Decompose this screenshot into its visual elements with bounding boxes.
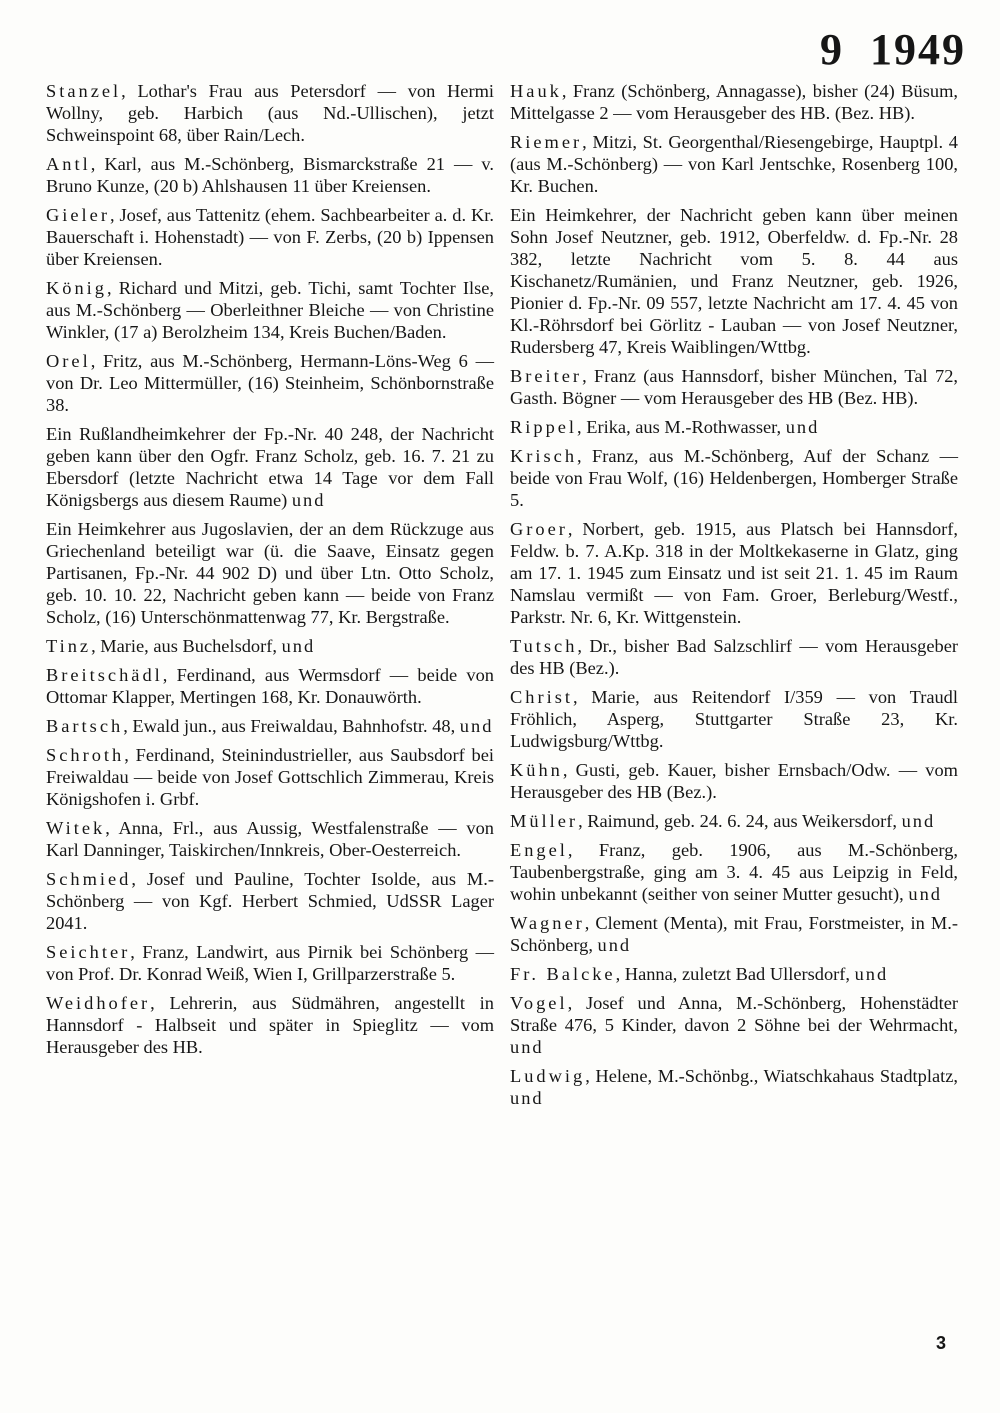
entry-conjunction: und [597,935,632,955]
list-item [510,1065,958,1109]
list-item [46,941,494,985]
entry-name: Hauk [510,81,562,101]
entry-name: Müller [510,811,579,831]
entry-name: Riemer [510,132,583,152]
entry-text: , Clement (Menta), mit Frau, Forstmeister, in M.-Schönberg, [510,913,958,955]
entry-text: , Franz (aus Hannsdorf, bisher München, Tal 72, Gasth. Bögner — vom Herausgeber des HB (Bez. HB). [510,366,958,408]
entry-text: , Richard und Mitzi, geb. Tichi, samt Tochter Ilse, aus M.-Schönberg — Oberleithner Bleiche — von Christine Winkler, (17 a) Berolzheim 134, Kreis Buchen/Baden. [46,278,494,342]
entry-name: Gieler [46,205,110,225]
entry-text: Ein Rußlandheimkehrer der Fp.-Nr. 40 248, der Nachricht geben kann über den Ogfr. Franz Scholz, geb. 16. 7. 21 zu Ebersdorf (letzte Nachricht etwa 14 Tage vor dem Fall Königsbergs aus diesem Raume) [46,424,494,510]
entry-text: Ein Heimkehrer, der Nachricht geben kann über meinen Sohn Josef Neutzner, geb. 1912, Oberfeldw. d. Fp.-Nr. 28 382, letzte Nachricht vom 5. 8. 44 aus Kischanetz/Rumänien, und Franz Neutzner, geb. 1926, Pionier d. Fp.-Nr. 09 557, letzte Nachricht am 17. 4. 45 von Kl.-Röhrsdorf bei Görlitz - Lauban — von Josef Neutzner, Rudersberg 47, Kreis Waiblingen/Wttbg. [510,205,958,357]
entry-name: Christ [510,687,573,707]
entry-name: Witek [46,818,106,838]
entry-text: , Helene, M.-Schönbg., Wiatschkahaus Stadtplatz, [585,1066,958,1086]
list-item [46,350,494,416]
list-item [46,715,494,737]
list-item [46,992,494,1058]
entry-conjunction: und [510,1088,544,1108]
entry-conjunction: und [281,636,316,656]
entry-text: , Marie, aus Reitendorf I/359 — von Traudl Fröhlich, Asperg, Stuttgarter Straße 23, Kr. Ludwigsburg/Wttbg. [510,687,958,751]
entry-name: Rippel [510,417,578,437]
list-item [46,817,494,861]
entry-name: Orel [46,351,91,371]
list-item [46,80,494,146]
entry-text: , Erika, aus M.-Rothwasser, [577,417,786,437]
issue-number: 9 [820,25,844,74]
list-item [510,416,958,438]
entry-name: Bartsch [46,716,124,736]
entry-text: , Dr., bisher Bad Salzschlirf — vom Herausgeber des HB (Bez.). [510,636,958,678]
entry-text: Ein Heimkehrer aus Jugoslavien, der an dem Rückzuge aus Griechenland beteiligt war (ü. die Saave, Einsatz gegen Partisanen, Fp.-Nr. 44 902 D) und über Ltn. Otto Scholz, geb. 10. 10. 22, Nachricht geben kann — beide von Franz Scholz, (16) Unterschönmattenwag 77, Kr. Bergstraße. [46,519,494,627]
entry-text: , Franz (Schönberg, Annagasse), bisher (24) Büsum, Mittelgasse 2 — vom Herausgeber des HB. (Bez. HB). [510,81,958,123]
entry-text: , Franz, aus M.-Schönberg, Auf der Schanz — beide von Frau Wolf, (16) Heldenbergen, Homberger Straße 5. [510,446,958,510]
entry-conjunction: und [908,884,942,904]
list-item [46,153,494,197]
entry-name: Schroth [46,745,125,765]
list-item [46,423,494,511]
entry-text: , Ewald jun., aus Freiwaldau, Bahnhofstr. 48, [123,716,460,736]
entry-text: , Lothar's Frau aus Petersdorf — von Hermi Wollny, geb. Harbich (aus Nd.-Ullischen), jetzt Schweinspoint 68, über Rain/Lech. [46,81,494,145]
entry-text: , Ferdinand, Steinindustrieller, aus Saubsdorf bei Freiwaldau — beide von Josef Gottschlich Zimmerau, Kreis Königshofen i. Grbf. [46,745,494,809]
entry-name: Breitschädl [46,665,163,685]
list-item [510,204,958,358]
list-item [510,963,958,985]
entry-text: , Gusti, geb. Kauer, bisher Ernsbach/Odw. — vom Herausgeber des HB (Bez.). [510,760,958,802]
entry-text: , Franz, geb. 1906, aus M.-Schönberg, Taubenbergstraße, ging am 3. 4. 45 aus Leipzig in Feld, wohin unbekannt (seither von seiner Mutter gesucht), [510,840,958,904]
list-item [46,277,494,343]
entry-name: Fr. Balcke [510,964,616,984]
entry-name: Wagner [510,913,585,933]
entry-name: Engel [510,840,568,860]
list-item [510,839,958,905]
entry-conjunction: und [854,964,889,984]
list-item [46,744,494,810]
entry-text: , Karl, aus M.-Schönberg, Bismarckstraße 21 — v. Bruno Kunze, (20 b) Ahlshausen 11 über Kreiensen. [46,154,494,196]
list-item [510,635,958,679]
list-item [510,80,958,124]
entry-name: Stanzel [46,81,122,101]
entry-name: Tinz [46,636,92,656]
list-item [46,518,494,628]
entry-name: Weidhofer [46,993,151,1013]
list-item [46,635,494,657]
entry-text: , Josef und Anna, M.-Schönberg, Hohenstädter Straße 476, 5 Kinder, davon 2 Söhne bei der Wehrmacht, [510,993,958,1035]
entry-text: , Lehrerin, aus Südmähren, angestellt in Hannsdorf - Halbseit und später in Spieglitz — vom Herausgeber des HB. [46,993,494,1057]
list-item [510,810,958,832]
entry-name: Antl [46,154,91,174]
list-item [510,686,958,752]
entry-name: Seichter [46,942,131,962]
entry-conjunction: und [291,490,326,510]
entry-conjunction: und [510,1037,544,1057]
list-item [510,992,958,1058]
entry-text: , Hanna, zuletzt Bad Ullersdorf, [615,964,855,984]
left-column [46,80,494,1065]
entry-text: , Ferdinand, aus Wermsdorf — beide von Ottomar Klapper, Mertingen 168, Kr. Donauwörth. [46,665,494,707]
entry-text: , Franz, Landwirt, aus Pirnik bei Schönberg — von Prof. Dr. Konrad Weiß, Wien I, Grillparzerstraße 5. [46,942,494,984]
entry-name: Kühn [510,760,563,780]
entry-name: König [46,278,107,298]
entry-name: Groer [510,519,568,539]
list-item [46,868,494,934]
right-column [510,80,958,1116]
entry-name: Schmied [46,869,132,889]
entry-text: , Anna, Frl., aus Aussig, Westfalenstraße — von Karl Danninger, Taiskirchen/Innkreis, Ober-Oesterreich. [46,818,494,860]
entry-name: Ludwig [510,1066,586,1086]
entry-text: , Fritz, aus M.-Schönberg, Hermann-Löns-Weg 6 — von Dr. Leo Mittermüller, (16) Steinheim, Schönbornstraße 38. [46,351,494,415]
list-item [510,759,958,803]
entry-name: Breiter [510,366,583,386]
entry-text: , Marie, aus Buchelsdorf, [91,636,282,656]
entry-name: Vogel [510,993,568,1013]
list-item [510,912,958,956]
list-item [510,131,958,197]
issue-year: 1949 [870,25,966,74]
entry-text: , Josef und Pauline, Tochter Isolde, aus M.-Schönberg — von Kgf. Herbert Schmied, UdSSR Lager 2041. [46,869,494,933]
entry-text: , Raimund, geb. 24. 6. 24, aus Weikersdorf, [578,811,902,831]
list-item [46,204,494,270]
list-item [510,365,958,409]
entry-conjunction: und [785,417,820,437]
issue-header [820,24,966,75]
list-item [510,445,958,511]
entry-text: , Norbert, geb. 1915, aus Platsch bei Hannsdorf, Feldw. b. 7. A.Kp. 318 in der Moltkekaserne in Glatz, ging am 17. 1. 1945 zum Einsatz und ist seit 21. 1. 45 im Raum Namslau vermißt — von Fam. Groer, Berleburg/Westf., Parkstr. Nr. 6, Kr. Wittgenstein. [510,519,958,627]
list-item [510,518,958,628]
page-number: 3 [935,1333,946,1353]
entry-conjunction: und [901,811,936,831]
entry-text: , Josef, aus Tattenitz (ehem. Sachbearbeiter a. d. Kr. Bauerschaft i. Hohenstadt) — von F. Zerbs, (20 b) Ippensen über Kreiensen. [46,205,494,269]
entry-conjunction: und [459,716,494,736]
entry-name: Krisch [510,446,578,466]
list-item [46,664,494,708]
entry-text: , Mitzi, St. Georgenthal/Riesengebirge, Hauptpl. 4 (aus M.-Schönberg) — von Karl Jentschke, Rosenberg 100, Kr. Buchen. [510,132,958,196]
entry-name: Tutsch [510,636,578,656]
